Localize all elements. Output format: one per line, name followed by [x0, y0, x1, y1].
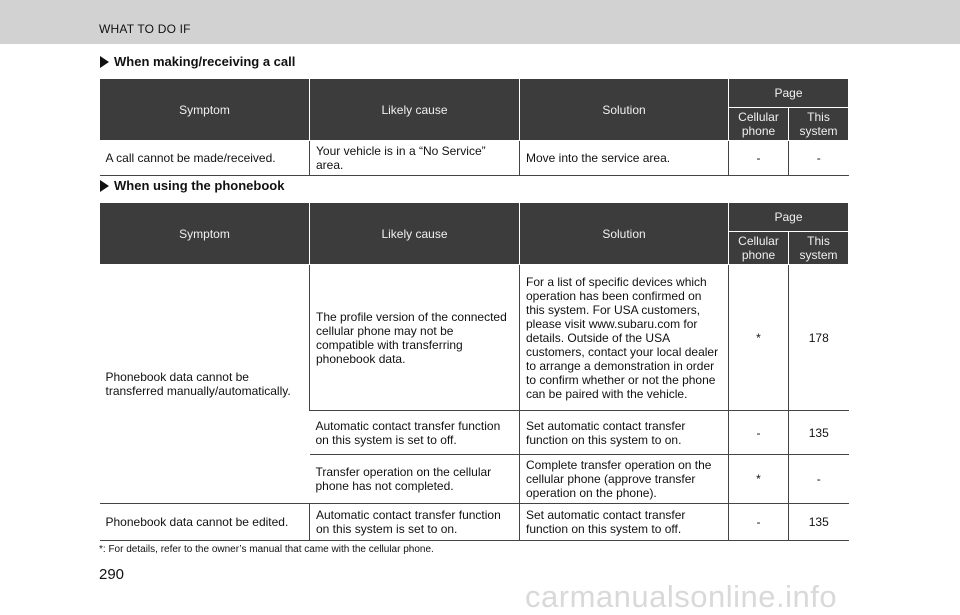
triangle-bullet-icon: [100, 56, 109, 68]
symptom-cell: Phonebook data cannot be transferred manually/automatically.: [100, 265, 310, 504]
cellular-page-cell: -: [729, 411, 789, 455]
table-row: [100, 504, 849, 541]
solution-cell: For a list of specific devices which operation has been confirmed on this system. For USA customers, please visit www.subaru.com for details. Outside of the USA customers, contact your local dealer to arrange a demonstration in order to confirm whether or not the phone can be paired with the vehicle.: [520, 265, 729, 411]
section-title-phonebook: [100, 178, 284, 193]
call-troubleshooting-table: [99, 78, 849, 176]
col-header-solution: Solution: [520, 203, 729, 265]
col-header-page: Page: [729, 203, 849, 232]
col-header-solution: Solution: [520, 79, 729, 141]
table-row: [100, 141, 849, 176]
col-header-symptom: Symptom: [100, 203, 310, 265]
page-number: 290: [99, 566, 125, 583]
solution-cell: Move into the service area.: [520, 141, 729, 176]
cellular-page-cell: *: [729, 265, 789, 411]
cause-cell: Transfer operation on the cellular phone has not completed.: [310, 455, 520, 504]
watermark: carmanualsonline.info: [525, 579, 838, 614]
col-header-system: This system: [789, 232, 849, 265]
header-bar: [0, 0, 960, 44]
triangle-bullet-icon: [100, 180, 109, 192]
footnote: *: For details, refer to the owner’s manual that came with the cellular phone.: [99, 544, 434, 555]
cellular-page-cell: -: [729, 141, 789, 176]
solution-cell: Complete transfer operation on the cellular phone (approve transfer operation on the phone).: [520, 455, 729, 504]
header-title: WHAT TO DO IF: [99, 22, 191, 36]
cause-cell: The profile version of the connected cellular phone may not be compatible with transferring phonebook data.: [310, 265, 520, 411]
solution-cell: Set automatic contact transfer function on this system to off.: [520, 504, 729, 541]
cause-cell: Automatic contact transfer function on this system is set to off.: [310, 411, 520, 455]
system-page-cell: 135: [789, 411, 849, 455]
col-header-cause: Likely cause: [310, 203, 520, 265]
cellular-page-cell: *: [729, 455, 789, 504]
section-title-call: [100, 54, 295, 69]
symptom-cell: Phonebook data cannot be edited.: [100, 504, 310, 541]
cause-cell: Automatic contact transfer function on this system is set to on.: [310, 504, 520, 541]
table-row: [100, 265, 849, 411]
solution-cell: Set automatic contact transfer function on this system to on.: [520, 411, 729, 455]
system-page-cell: 178: [789, 265, 849, 411]
system-page-cell: -: [789, 455, 849, 504]
symptom-cell: A call cannot be made/received.: [100, 141, 310, 176]
col-header-system: This system: [789, 108, 849, 141]
col-header-cellular: Cellular phone: [729, 232, 789, 265]
col-header-cellular: Cellular phone: [729, 108, 789, 141]
phonebook-troubleshooting-table: [99, 202, 849, 541]
cellular-page-cell: -: [729, 504, 789, 541]
col-header-page: Page: [729, 79, 849, 108]
section-title-phonebook-text: When using the phonebook: [114, 178, 285, 193]
system-page-cell: -: [789, 141, 849, 176]
col-header-symptom: Symptom: [100, 79, 310, 141]
system-page-cell: 135: [789, 504, 849, 541]
section-title-call-text: When making/receiving a call: [114, 54, 296, 69]
col-header-cause: Likely cause: [310, 79, 520, 141]
cause-cell: Your vehicle is in a “No Service” area.: [310, 141, 520, 176]
